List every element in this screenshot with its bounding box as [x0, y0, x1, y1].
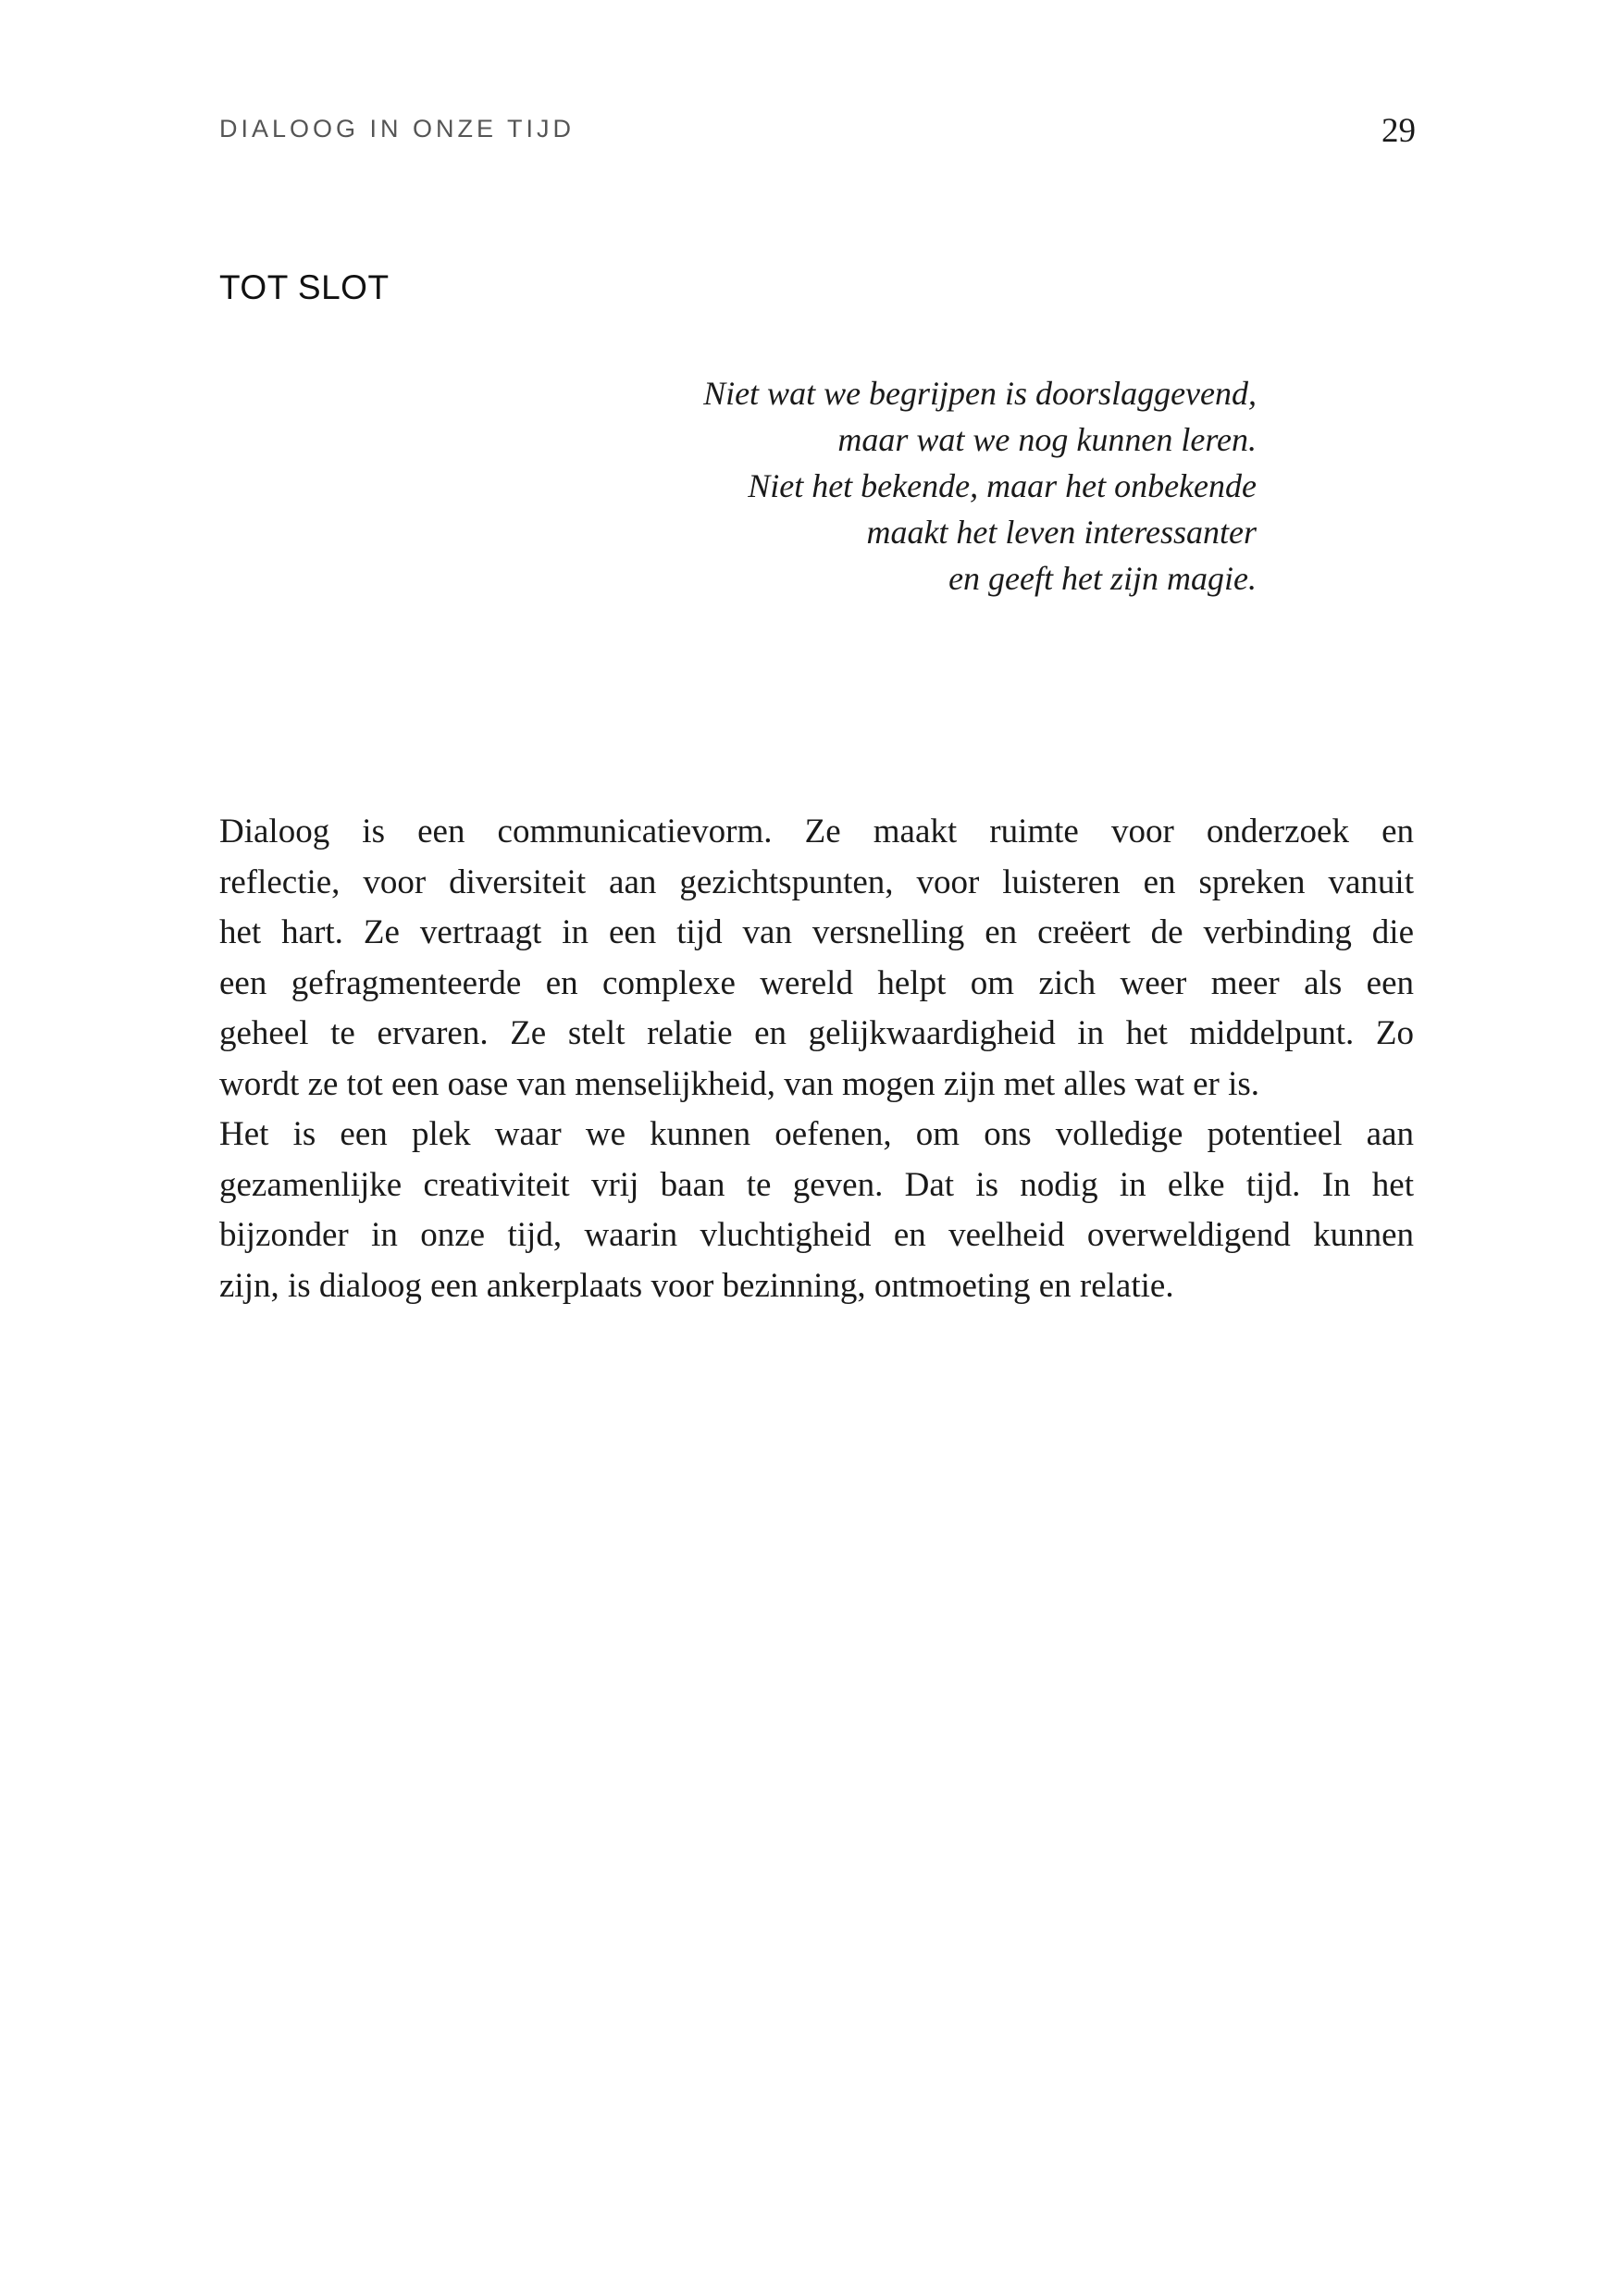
text-line: het hart. Ze vertraagt in een tijd van versnelling en creëert de verbinding die — [219, 913, 1414, 951]
text-line: gezamenlijke creativiteit vrij baan te geven. Dat is nodig in elke tijd. In het — [219, 1165, 1414, 1204]
epigraph — [703, 370, 1257, 602]
running-head: DIALOOG IN ONZE TIJD — [219, 115, 576, 143]
epigraph-line: Niet het bekende, maar het onbekende — [748, 467, 1257, 504]
epigraph-line: en geeft het zijn magie. — [948, 560, 1257, 597]
page-number: 29 — [1381, 112, 1416, 150]
text-line: een gefragmenteerde en complexe wereld helpt om zich weer meer als een — [219, 963, 1414, 1002]
paragraph — [219, 807, 1414, 1110]
text-line: geheel te ervaren. Ze stelt relatie en gelijkwaardigheid in het middelpunt. Zo — [219, 1014, 1414, 1052]
body-text — [219, 807, 1414, 1311]
epigraph-line: Niet wat we begrijpen is doorslaggevend, — [703, 375, 1257, 412]
text-line: bijzonder in onze tijd, waarin vluchtigheid en veelheid overweldigend kunnen — [219, 1216, 1414, 1254]
text-line: zijn, is dialoog een ankerplaats voor bezinning, ontmoeting en relatie. — [219, 1266, 1174, 1305]
text-line: reflectie, voor diversiteit aan gezichtspunten, voor luisteren en spreken vanuit — [219, 863, 1414, 901]
section-title: TOT SLOT — [219, 268, 390, 306]
text-line: Dialoog is een communicatievorm. Ze maakt ruimte voor onderzoek en — [219, 813, 1414, 850]
epigraph-line: maar wat we nog kunnen leren. — [837, 421, 1257, 458]
epigraph-line: maakt het leven interessanter — [866, 514, 1257, 551]
paragraph — [219, 1110, 1414, 1311]
text-line: Het is een plek waar we kunnen oefenen, om ons volledige potentieel aan — [219, 1115, 1414, 1153]
text-line: wordt ze tot een oase van menselijkheid, van mogen zijn met alles wat er is. — [219, 1064, 1260, 1103]
